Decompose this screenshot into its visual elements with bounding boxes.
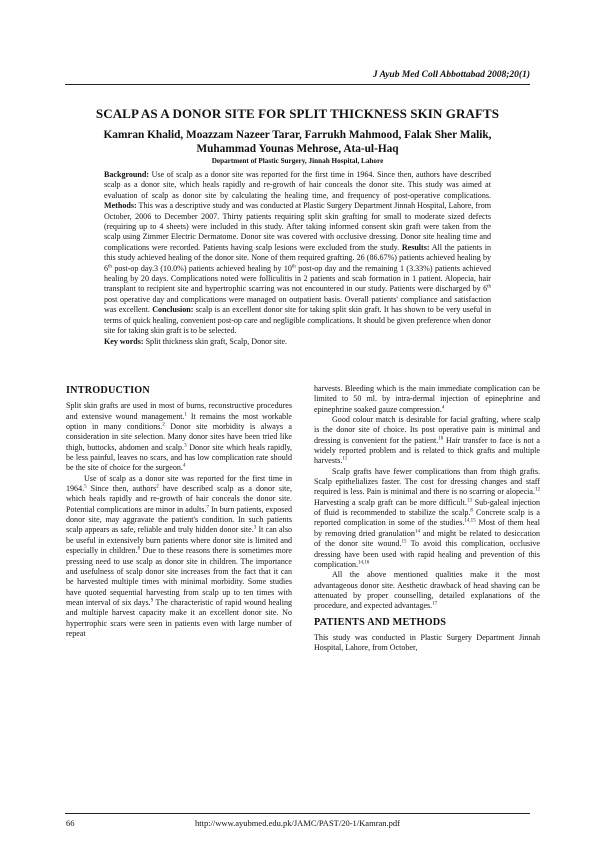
citation-superscript: 4: [182, 463, 186, 469]
results-text: post-op day.3 (10.0%) patients achieved healing by 10: [111, 263, 292, 273]
text-run: All the above mentioned qualities make it the most advantageous donor site. Aesthetic drawback of head shaving can be attenuated by proper counselling, detailed explanations of the procedure, and expected advantages.: [314, 570, 540, 611]
abstract: [104, 170, 491, 347]
authors: [70, 128, 525, 156]
citation-superscript: 10: [438, 436, 444, 442]
methods-text: This was a descriptive study and was conducted at Plastic Surgery Department Jinnah Hospital, Lahore, from October, 2006 to December 2007. Thirty patients requiring split skin grafting for small to moderate sized defects (requiring up to 4 sheets) were included in this study. After taking informed consent skin graft were taken from the scalp using Zimmer Electric Dermatome. Donor site was covered with occlusive dressing. Donor site healing time and complications were recorded. Patients having scalp lesions were excluded from the study.: [104, 201, 491, 252]
citation-superscript: 14,15: [464, 518, 476, 524]
text-run: Sub-galeal injection of fluid is recommended to stabilize the scalp.: [314, 497, 540, 518]
keywords-text: Split thickness skin graft, Scalp, Donor site.: [143, 336, 288, 346]
methods-label: Methods:: [104, 201, 137, 211]
text-run: Hair transfer to face is not a widely reported problem and is related to thick grafts and multiple harvests.: [314, 435, 541, 466]
text-run: It can also be useful in extensively burn patients where donor site is limited and especially in children.: [66, 525, 292, 556]
intro-paragraph-1: [66, 401, 292, 473]
results-text: All the patients in this study achieved healing of the donor site. None of them required grafting. 26 (86.67%) patients achieved healing by 6: [104, 242, 491, 273]
text-run: Split skin grafts are used in most of burns, reconstructive procedures and extensive wound management.: [66, 401, 292, 421]
citation-superscript: 4: [441, 405, 445, 411]
citation-superscript: 8: [137, 546, 141, 552]
authors-line-1: Kamran Khalid, Moazzam Nazeer Tarar, Farrukh Mahmood, Falak Sher Malik,: [103, 129, 492, 141]
background-label: Background:: [104, 170, 150, 179]
citation-superscript: 12: [535, 487, 540, 493]
abstract-body: [104, 170, 491, 337]
text-run: Good colour match is desirable for facial grafting, where scalp is the donor site of choice. Its post operative pain is minimal and dressing is convenient for the patient.: [314, 415, 540, 445]
citation-superscript: 1: [184, 412, 188, 418]
citation-superscript: 17: [432, 601, 438, 607]
text-run: Harvesting a scalp graft can be more difficult.: [314, 497, 467, 507]
header-rule: [65, 84, 530, 85]
results-text: post operative day and complications were managed on outpatient basis. Overall patients' compliance and satisfaction was excellent.: [104, 294, 491, 315]
text-run: Due to these reasons there is sometimes more pressing need to use scalp as donor site in children. The importance and usefulness of scalp donor site increases from the fact that it can be harvested multiple times with minimal morbidity. Some studies have quoted sequential harvesting from scalp up to ten times with mean interval of six days.: [66, 546, 292, 607]
footer-url[interactable]: http://www.ayubmed.edu.pk/JAMC/PAST/20-1/Kamran.pdf: [194, 818, 400, 828]
citation-superscript: 15: [401, 539, 407, 545]
citation-superscript: 11: [342, 456, 348, 462]
text-run: The characteristic of rapid wound healing and multiple harvest capacity make it an excellent donor site. No hypertrophic scars were seen in patients even with large number of repeat: [66, 597, 292, 638]
citation-superscript: 8: [470, 508, 473, 514]
text-run: Scalp grafts have fewer complications than from thigh grafts. Scalp epithelializes faster. The cost for dressing changes and staff required is less. Pain is minimal and there is no scarring or alopecia.: [314, 466, 540, 497]
citation-superscript: 14,16: [358, 560, 370, 566]
body-paragraph: [314, 467, 540, 570]
text-run: It remains the most workable option in many conditions.: [66, 411, 292, 432]
page-number: 66: [66, 818, 75, 828]
citation-superscript: 5: [84, 484, 87, 490]
text-run: In burn patients, exposed donor site, may aggravate the patient's condition. In such patients scalp appears as safe, reliable and truly hidden donor site.: [66, 504, 292, 535]
text-run: Since then, authors: [86, 484, 157, 494]
methods-heading: PATIENTS AND METHODS: [314, 616, 447, 628]
citation-superscript: 2: [162, 422, 165, 428]
text-run: have described scalp as a donor site, which heals rapidly and re-growth of hair conceals the donor site. Potential complications are minor in adults.: [66, 484, 293, 514]
text-run: Most of them heal by removing dried granulation: [314, 518, 540, 538]
text-run: and might be related to desiccation of the donor site wound.: [314, 528, 540, 549]
paper-title: SCALP AS A DONOR SITE FOR SPLIT THICKNESS SKIN GRAFTS: [95, 106, 500, 121]
authors-line-2: Muhammad Younas Mehrose, Ata-ul-Haq: [196, 143, 399, 155]
citation-superscript: 14: [414, 529, 420, 535]
text-run: Concrete scalp is a reported complication in some of the studies.: [314, 508, 540, 528]
intro-paragraph-2: [66, 474, 292, 640]
citation-superscript: 9: [150, 598, 154, 604]
conclusion-label: Conclusion:: [152, 305, 194, 315]
conclusion-text: scalp is an excellent donor site for taking split skin graft. It has shown to be very useful in terms of quick healing, convenient post-op care and negligible complications. It should be given preference when donor site for taking skin graft is to be selected.: [104, 305, 491, 336]
background-text: Use of scalp as a donor site was reported for the first time in 1964. Since then, authors have described scalp as a donor site, which heals rapidly and re-growth of hair conceals the donor site. This study was aimed at evaluation of scalp as donor site by calculating the healing time, and frequency of post-operative complications.: [104, 170, 491, 200]
body-paragraph: [314, 570, 540, 611]
body-paragraph: [314, 415, 540, 467]
citation-superscript: 13: [466, 498, 472, 504]
text-run: Donor site morbidity is always a consideration in site selection. Many donor sites have been tried like thigh, buttocks, abdomen and scalp.: [66, 422, 292, 452]
methods-paragraph: This study was conducted in Plastic Surgery Department Jinnah Hospital, Lahore, from October,: [314, 632, 540, 653]
body-paragraph: [314, 384, 540, 415]
keywords-label: Key words:: [104, 336, 144, 346]
left-column: [66, 386, 292, 639]
superscript: th: [487, 284, 491, 290]
text-run: Use of scalp as a donor site was reported for the first time in 1964.: [66, 473, 292, 494]
citation-superscript: 2: [156, 484, 159, 490]
citation-superscript: 3: [184, 443, 187, 449]
citation-superscript: 3: [253, 525, 257, 531]
results-text: post-op day and the remaining 1 (3.33%) patients achieved healing by 20 days. Complications noted were folliculitis in 2 patients and scab formation in 1 patient. Alopecia, hair transplant to recipient site and hypertrophic scarring was not encountered in our study. Patients were discharged by 6: [104, 263, 491, 294]
text-run: harvests. Bleeding which is the main immediate complication can be limited to 50 ml. by intra-dermal injection of epinephrine and epinephrine soaked gauze compression.: [314, 384, 540, 414]
right-column: [314, 384, 540, 654]
results-label: Results:: [401, 242, 430, 252]
text-run: To avoid this complication, occlusive dressing have been used with rapid healing and prevention of this complication.: [314, 539, 540, 569]
superscript: th: [108, 263, 112, 269]
introduction-heading: INTRODUCTION: [66, 385, 150, 396]
text-run: Donor site which heals rapidly, be less painful, leaves no scars, and has low complication rate should be the site of choice for the surgeon.: [66, 442, 292, 473]
footer-rule: [65, 813, 530, 814]
journal-citation: J Ayub Med Coll Abbottabad 2008;20(1): [372, 70, 530, 80]
superscript: th: [291, 263, 296, 269]
affiliation: Department of Plastic Surgery, Jinnah Hospital, Lahore: [211, 157, 384, 165]
keywords: [104, 337, 491, 347]
citation-superscript: 7: [206, 505, 209, 511]
